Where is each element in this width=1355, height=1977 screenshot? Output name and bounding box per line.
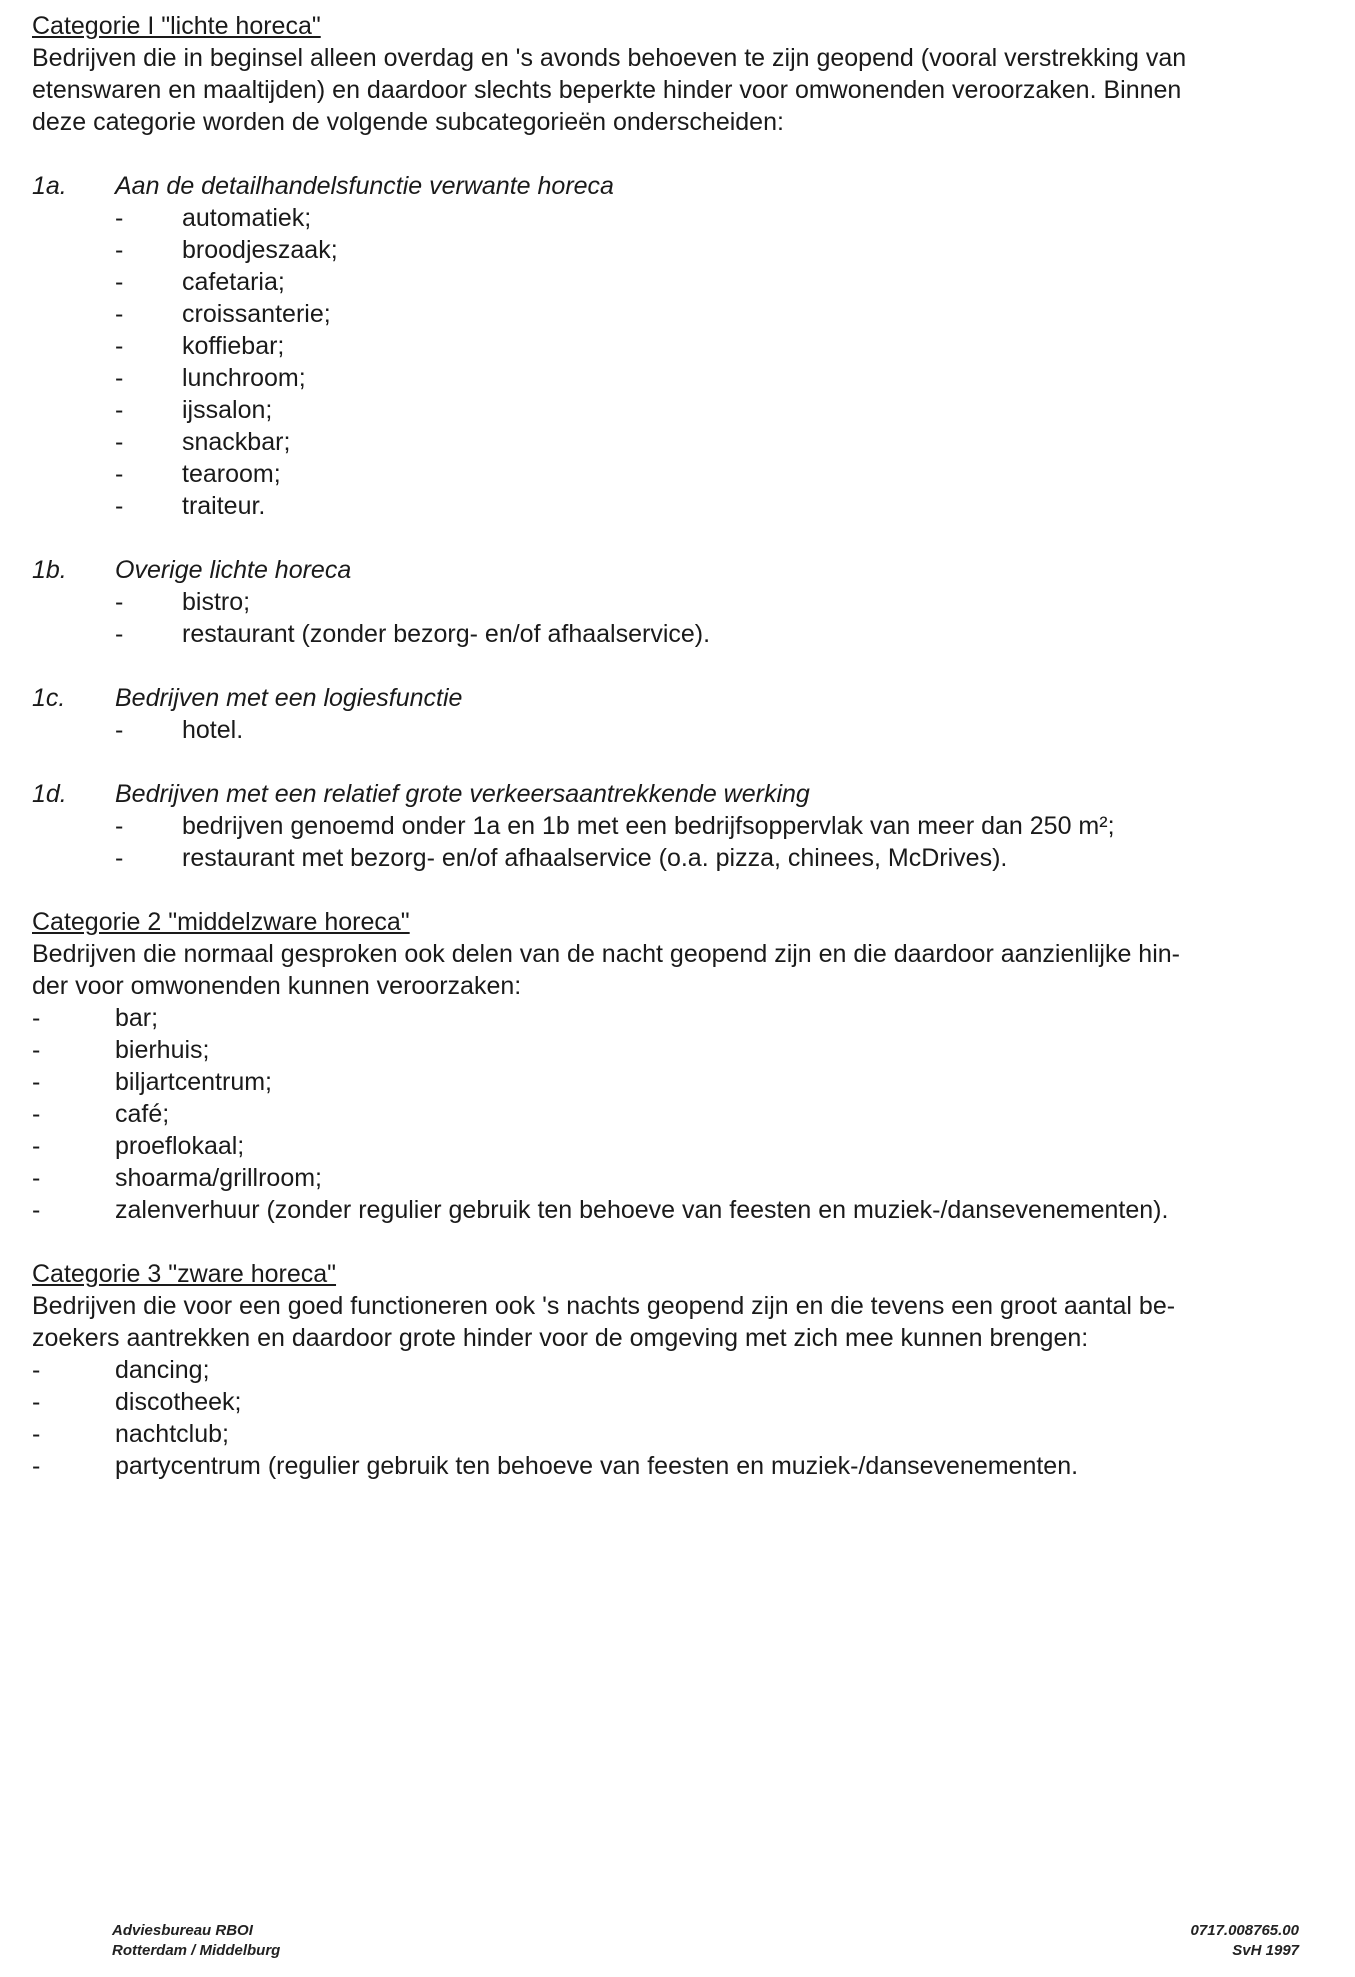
list-item: - restaurant met bezorg- en/of afhaalservice (o.a. pizza, chinees, McDrives). [115,844,1008,872]
subcategory-1c-heading [32,682,1332,714]
footer-company: Adviesbureau RBOI [112,1922,253,1939]
footer-project-number: 0717.008765.00 [1190,1922,1299,1939]
list-item: - koffiebar; [115,332,285,360]
subcategory-title: Overige lichte horeca [115,556,352,584]
list-item: - ijssalon; [115,396,273,424]
list-item: - nachtclub; [32,1420,229,1448]
list-item: - croissanterie; [115,300,331,328]
list-item: - proeflokaal; [32,1132,245,1160]
subcategory-number: 1a. [32,172,67,200]
list-item: - cafetaria; [115,268,285,296]
list-item: - bar; [32,1004,159,1032]
category-1-intro-line: Bedrijven die in beginsel alleen overdag en 's avonds behoeven te zijn geopend (vooral verstrekking van [32,44,1187,72]
subcategory-1b-heading [32,554,1332,586]
category-2-intro-line: Bedrijven die normaal gesproken ook delen van de nacht geopend zijn en die daardoor aanzienlijke hin- [32,940,1180,968]
category-1-heading: Categorie I "lichte horeca" [32,12,321,40]
list-item: - shoarma/grillroom; [32,1164,323,1192]
list-item: - biljartcentrum; [32,1068,272,1096]
category-2-heading: Categorie 2 "middelzware horeca" [32,908,410,936]
list-item: - broodjeszaak; [115,236,338,264]
subcategory-title: Aan de detailhandelsfunctie verwante horeca [115,172,614,200]
subcategory-1d-heading [32,778,1332,810]
list-item: - automatiek; [115,204,312,232]
category-2-intro-line: der voor omwonenden kunnen veroorzaken: [32,972,522,1000]
category-3-intro-line: zoekers aantrekken en daardoor grote hinder voor de omgeving met zich mee kunnen brengen: [32,1324,1089,1352]
footer-right [1191,1921,1299,1961]
list-item: - tearoom; [115,460,281,488]
subcategory-number: 1b. [32,556,67,584]
footer-author-year: SvH 1997 [1232,1942,1299,1959]
footer-left [112,1921,280,1961]
document-body [32,10,1332,1482]
list-item: - snackbar; [115,428,291,456]
list-item: - traiteur. [115,492,266,520]
list-item: - bistro; [115,588,251,616]
subcategory-title: Bedrijven met een logiesfunctie [115,684,463,712]
subcategory-number: 1c. [32,684,66,712]
footer-location: Rotterdam / Middelburg [112,1942,281,1959]
category-1-intro-line: deze categorie worden de volgende subcategorieën onderscheiden: [32,108,784,136]
category-3-heading: Categorie 3 "zware horeca" [32,1260,337,1288]
list-item: - bierhuis; [32,1036,210,1064]
category-1-intro-line: etenswaren en maaltijden) en daardoor slechts beperkte hinder voor omwonenden veroorzaken. Binnen [32,76,1182,104]
list-item: - dancing; [32,1356,210,1384]
list-item: - café; [32,1100,170,1128]
list-item: - lunchroom; [115,364,306,392]
list-item: - hotel. [115,716,244,744]
list-item: - discotheek; [32,1388,242,1416]
category-3-intro-line: Bedrijven die voor een goed functioneren ook 's nachts geopend zijn en die tevens een groot aantal be- [32,1292,1176,1320]
subcategory-number: 1d. [32,780,67,808]
list-item: - partycentrum (regulier gebruik ten behoeve van feesten en muziek-/dansevenementen. [32,1452,1079,1480]
list-item: - bedrijven genoemd onder 1a en 1b met een bedrijfsoppervlak van meer dan 250 m²; [115,812,1115,840]
subcategory-title: Bedrijven met een relatief grote verkeersaantrekkende werking [115,780,810,808]
list-item: - zalenverhuur (zonder regulier gebruik ten behoeve van feesten en muziek-/dansevenementen). [32,1196,1169,1224]
subcategory-1a-heading [32,170,1332,202]
list-item: - restaurant (zonder bezorg- en/of afhaalservice). [115,620,711,648]
